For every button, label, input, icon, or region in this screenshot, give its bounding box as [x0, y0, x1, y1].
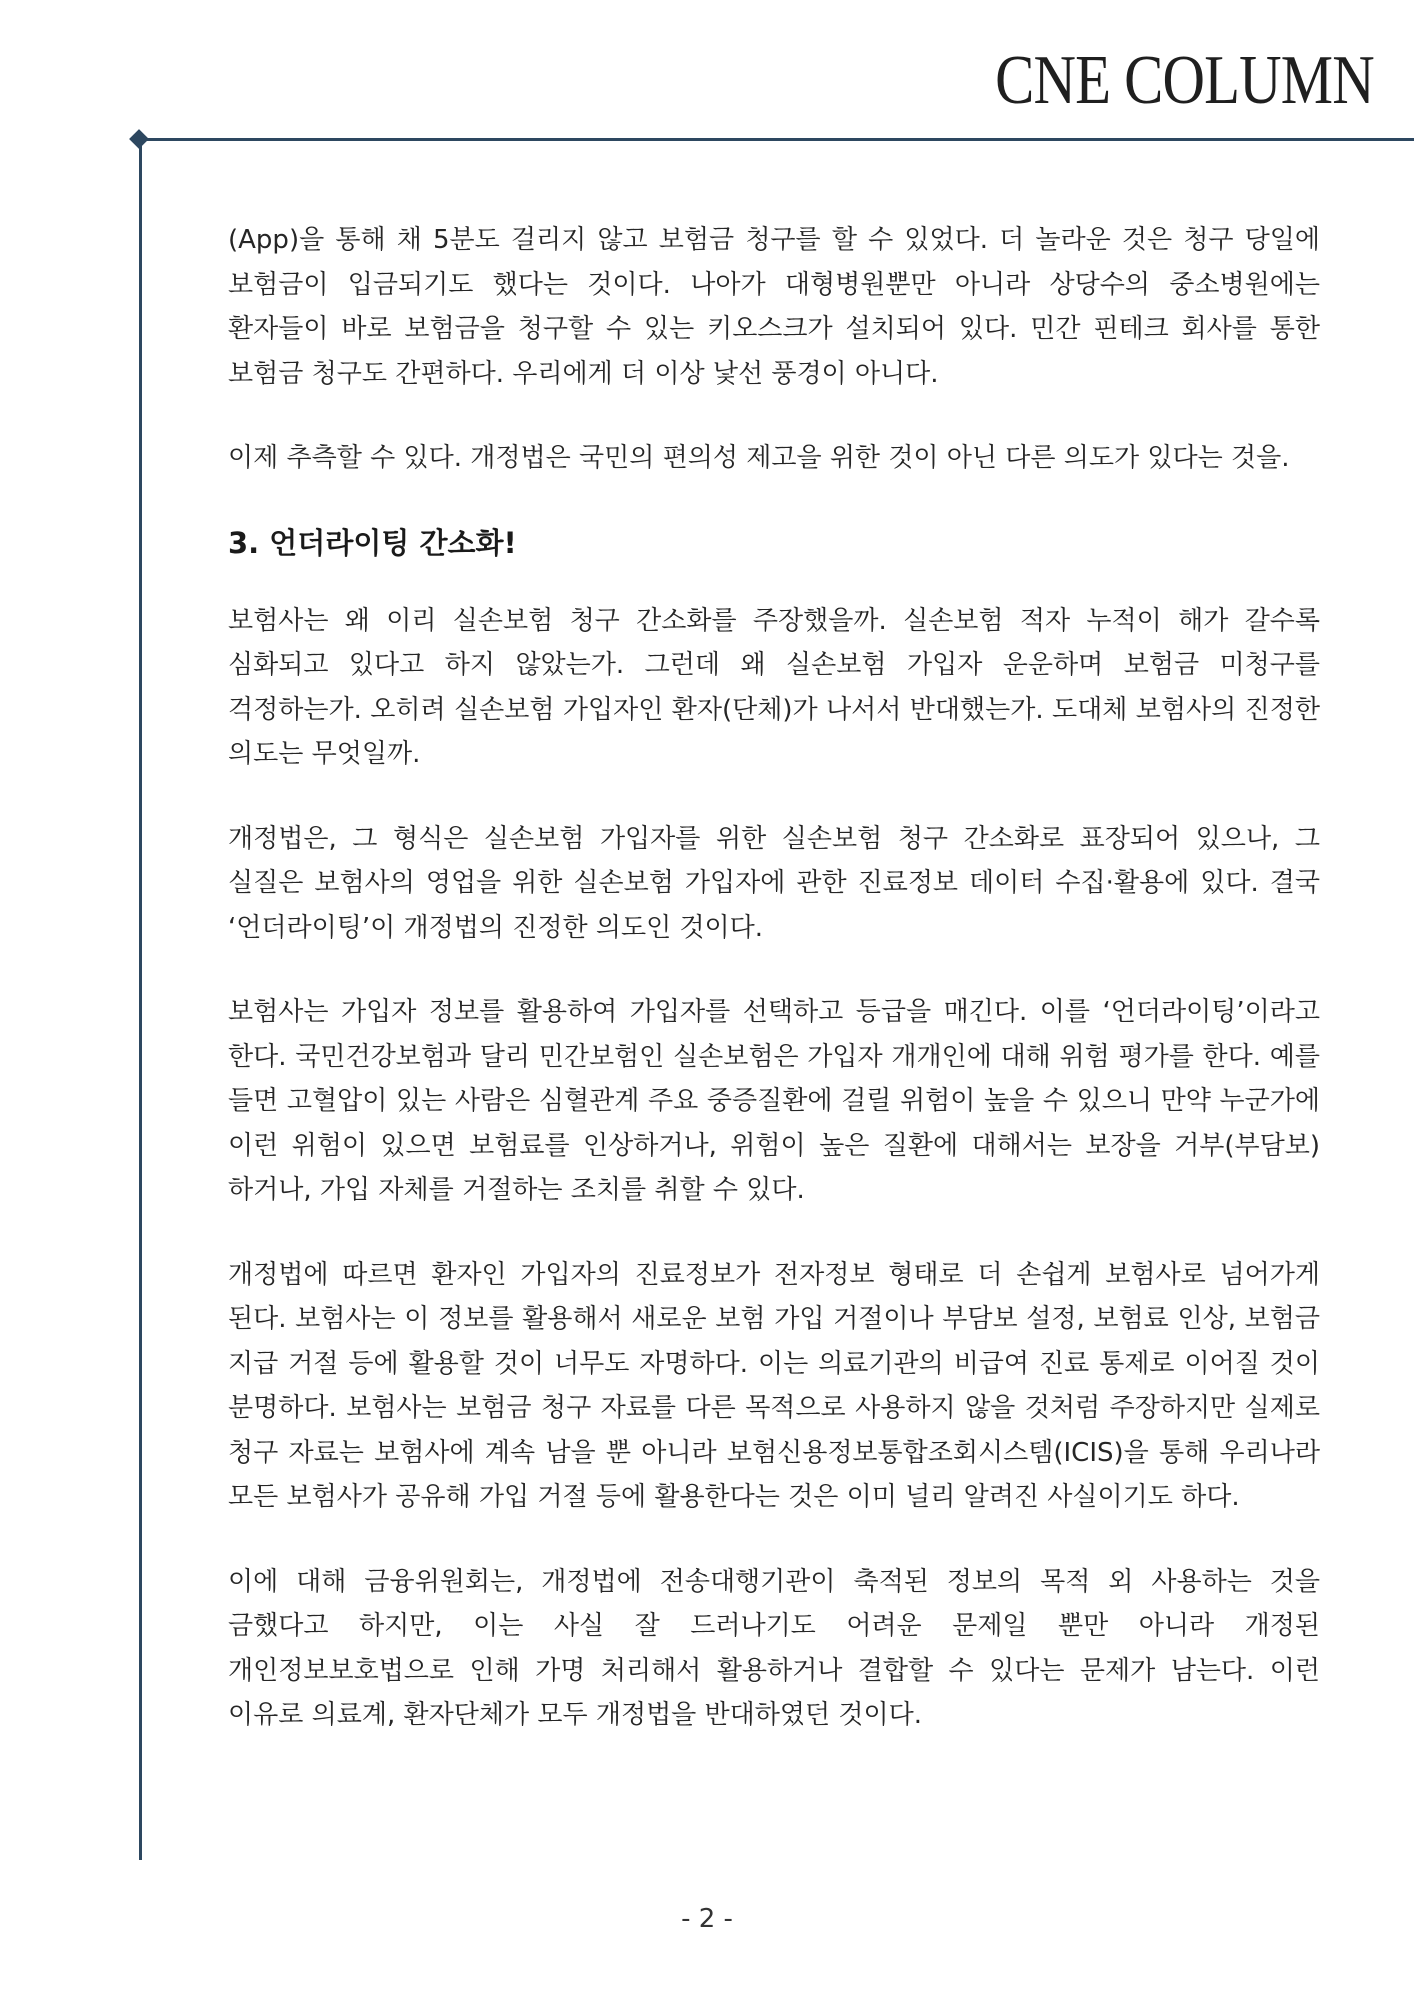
header-rule: [140, 138, 1414, 141]
page-number: - 2 -: [681, 1904, 733, 1934]
paragraph: 보험사는 가입자 정보를 활용하여 가입자를 선택하고 등급을 매긴다. 이를 ‘언더라이팅’이라고 한다. 국민건강보험과 달리 민간보험인 실손보험은 가입자 개개인에 대해 위험 평가를 한다. 예를 들면 고혈압이 있는 사람은 심혈관계 주요 중증질환에 걸릴 위험이 높을 수 있으니 만약 누군가에 이런 위험이 있으면 보험료를 인상하거나, 위험이 높은 질환에 대해서는 보장을 거부(부담보)하거나, 가입 자체를 거절하는 조치를 취할 수 있다.: [228, 997, 1320, 1205]
paragraph: 보험사는 왜 이리 실손보험 청구 간소화를 주장했을까. 실손보험 적자 누적이 해가 갈수록 심화되고 있다고 하지 않았는가. 그런데 왜 실손보험 가입자 운운하며 보험금 미청구를 걱정하는가. 오히려 실손보험 가입자인 환자(단체)가 나서서 반대했는가. 도대체 보험사의 진정한 의도는 무엇일까.: [228, 605, 1320, 769]
paragraph: 개정법에 따르면 환자인 가입자의 진료정보가 전자정보 형태로 더 손쉽게 보험사로 넘어가게 된다. 보험사는 이 정보를 활용해서 새로운 보험 가입 거절이나 부담보 설정, 보험료 인상, 보험금 지급 거절 등에 활용할 것이 너무도 자명하다. 이는 의료기관의 비급여 진료 통제로 이어질 것이 분명하다. 보험사는 보험금 청구 자료를 다른 목적으로 사용하지 않을 것처럼 주장하지만 실제로 청구 자료는 보험사에 계속 남을 뿐 아니라 보험신용정보통합조회시스템(ICIS)을 통해 우리나라 모든 보험사가 공유해 가입 거절 등에 활용한다는 것은 이미 널리 알려진 사실이기도 하다.: [228, 1259, 1320, 1512]
paragraph: 개정법은, 그 형식은 실손보험 가입자를 위한 실손보험 청구 간소화로 표장되어 있으나, 그 실질은 보험사의 영업을 위한 실손보험 가입자에 관한 진료정보 데이터 수집·활용에 있다. 결국 ‘언더라이팅’이 개정법의 진정한 의도인 것이다.: [228, 823, 1320, 943]
paragraph: 이에 대해 금융위원회는, 개정법에 전송대행기관이 축적된 정보의 목적 외 사용하는 것을 금했다고 하지만, 이는 사실 잘 드러나기도 어려운 문제일 뿐만 아니라 개정된 개인정보보호법으로 인해 가명 처리해서 활용하거나 결합할 수 있다는 문제가 남는다. 이런 이유로 의료계, 환자단체가 모두 개정법을 반대하였던 것이다.: [228, 1566, 1320, 1730]
section-heading: 3. 언더라이팅 간소화!: [228, 525, 517, 560]
margin-rule: [139, 138, 142, 1860]
column-masthead: CNE COLUMN: [995, 42, 1374, 119]
paragraph: 이제 추측할 수 있다. 개정법은 국민의 편의성 제고을 위한 것이 아닌 다른 의도가 있다는 것을.: [228, 443, 1290, 473]
paragraph: (App)을 통해 채 5분도 걸리지 않고 보험금 청구를 할 수 있었다. 더 놀라운 것은 청구 당일에 보험금이 입금되기도 했다는 것이다. 나아가 대형병원뿐만 아니라 상당수의 중소병원에는 환자들이 바로 보험금을 청구할 수 있는 키오스크가 설치되어 있다. 민간 핀테크 회사를 통한 보험금 청구도 간편하다. 우리에게 더 이상 낯선 풍경이 아니다.: [228, 225, 1320, 389]
article-body: [228, 218, 1320, 1778]
